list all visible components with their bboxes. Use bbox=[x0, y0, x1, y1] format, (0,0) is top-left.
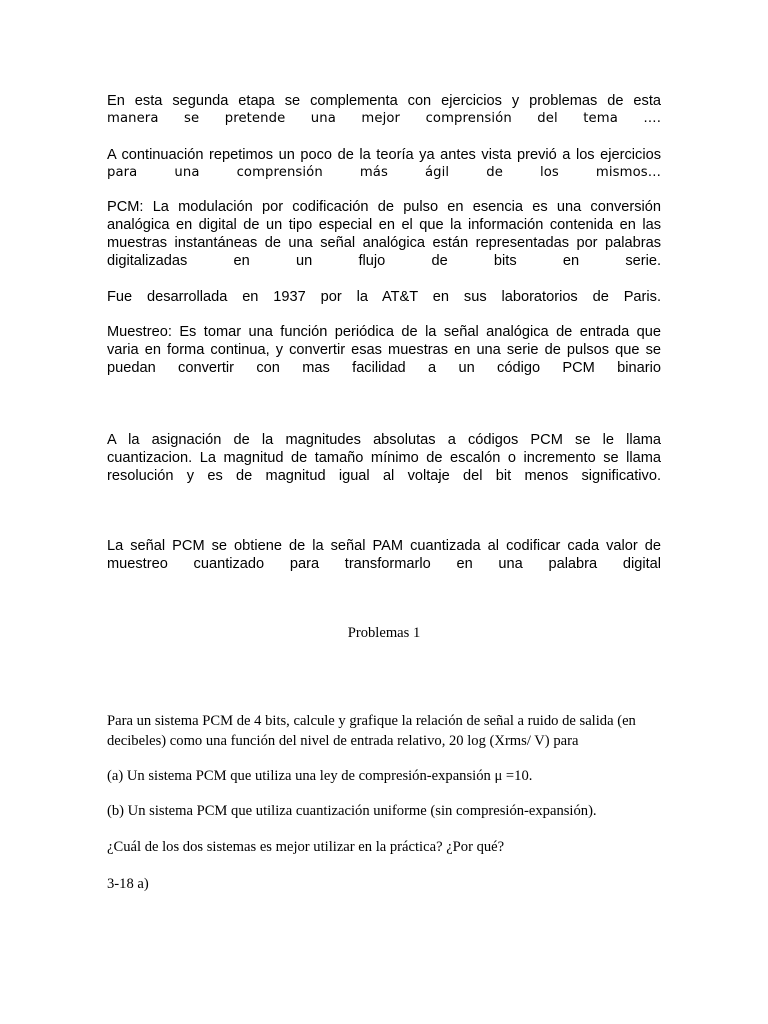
paragraph-quantization-line-2: cuantizacion. La magnitud de tamaño mínimo de escalón o incremento se llama bbox=[107, 450, 661, 466]
paragraph-pcm-line-2: analógica en digital de un tipo especial en el que la información contenida en las bbox=[107, 217, 661, 233]
problem-statement-line-1: Para un sistema PCM de 4 bits, calcule y grafique la relación de señal a ruido de salida (en bbox=[107, 713, 636, 729]
problem-question: ¿Cuál de los dos sistemas es mejor utilizar en la práctica? ¿Por qué? bbox=[107, 839, 505, 855]
paragraph-sampling bbox=[107, 323, 661, 377]
problems-heading: Problemas 1 bbox=[347, 625, 421, 641]
paragraph-sampling-line-3: puedan convertir con mas facilidad a un código PCM binario bbox=[107, 360, 661, 376]
paragraph-quantization-line-3: resolución y es de magnitud igual al voltaje del bit menos significativo. bbox=[107, 468, 661, 484]
problem-item-a: (a) Un sistema PCM que utiliza una ley de compresión-expansión μ =10. bbox=[107, 768, 533, 784]
paragraph-pcm-signal-line-2: muestreo cuantizado para transformarlo en una palabra digital bbox=[107, 556, 661, 572]
paragraph-pcm-signal-line-1: La señal PCM se obtiene de la señal PAM cuantizada al codificar cada valor de bbox=[107, 538, 661, 554]
paragraph-history bbox=[107, 288, 661, 306]
paragraph-continuation bbox=[107, 146, 661, 182]
paragraph-quantization-line-1: A la asignación de la magnitudes absolutas a códigos PCM se le llama bbox=[107, 432, 661, 448]
paragraph-continuation-line-1: A continuación repetimos un poco de la teoría ya antes vista previó a los ejercicios bbox=[107, 147, 661, 163]
paragraph-sampling-line-1: Muestreo: Es tomar una función periódica de la señal analógica de entrada que bbox=[107, 324, 661, 340]
paragraph-pcm-definition bbox=[107, 198, 661, 270]
paragraph-pcm-line-3: muestras instantáneas de una señal analógica están representadas por palabras bbox=[107, 235, 661, 251]
problem-statement-line-2: decibeles) como una función del nivel de entrada relativo, 20 log (Xrms/ V) para bbox=[107, 733, 579, 749]
paragraph-intro-line-1: En esta segunda etapa se complementa con ejercicios y problemas de esta bbox=[107, 93, 661, 109]
paragraph-sampling-line-2: varia en forma continua, y convertir esas muestras en una serie de pulsos que se bbox=[107, 342, 661, 358]
paragraph-history-line-1: Fue desarrollada en 1937 por la AT&T en sus laboratorios de Paris. bbox=[107, 289, 661, 305]
paragraph-pcm-signal bbox=[107, 537, 661, 573]
problem-item-b: (b) Un sistema PCM que utiliza cuantización uniforme (sin compresión-expansión). bbox=[107, 803, 597, 819]
paragraph-continuation-line-2: para una comprensión más ágil de los mismos… bbox=[107, 165, 661, 180]
paragraph-intro bbox=[107, 92, 661, 128]
paragraph-quantization bbox=[107, 431, 661, 485]
paragraph-pcm-line-4: digitalizadas en un flujo de bits en serie. bbox=[107, 253, 661, 269]
paragraph-pcm-line-1: PCM: La modulación por codificación de pulso en esencia es una conversión bbox=[107, 199, 661, 215]
paragraph-intro-line-2: manera se pretende una mejor comprensión del tema …. bbox=[107, 111, 661, 126]
problem-statement bbox=[107, 711, 663, 751]
problem-reference: 3-18 a) bbox=[107, 876, 149, 892]
